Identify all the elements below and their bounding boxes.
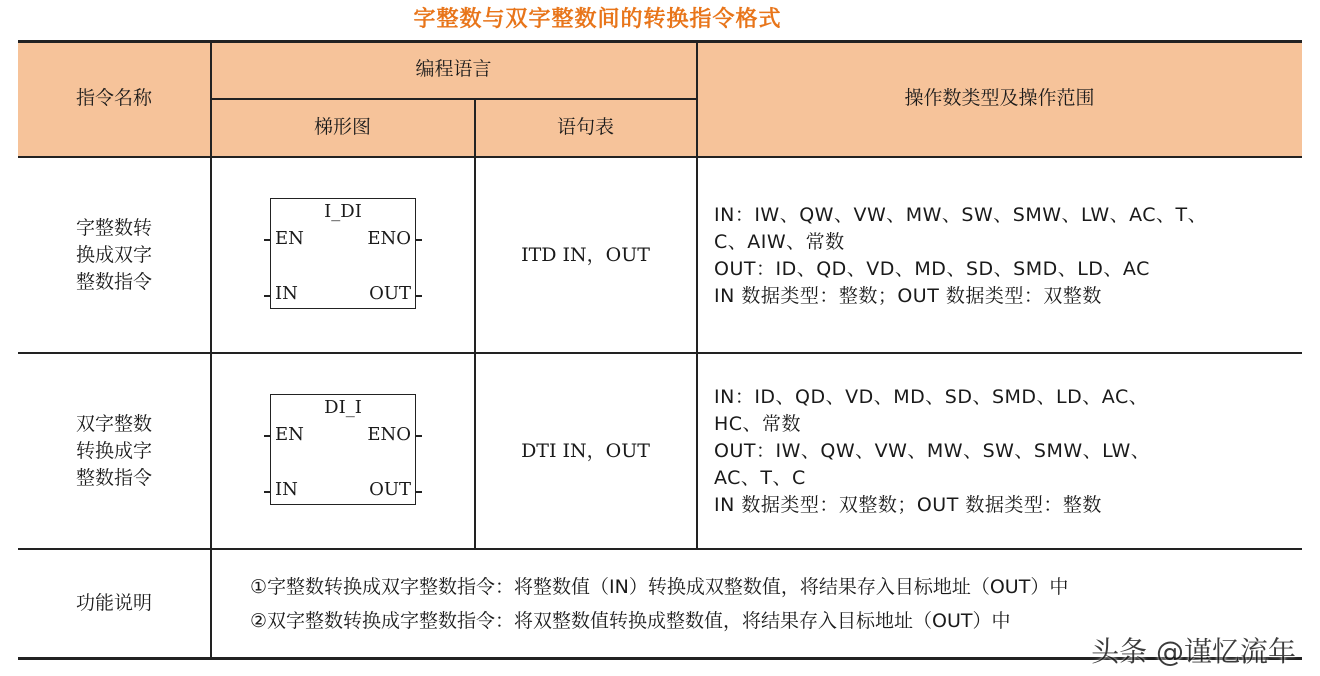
header-name: 指令名称 <box>75 87 152 109</box>
function-line-1: ①字整数转换成双字整数指令：将整数值（IN）转换成双整数值，将结果存入目标地址（OUT）中 <box>250 576 1069 598</box>
header-operands: 操作数类型及操作范围 <box>904 87 1095 109</box>
row1-stub-eno <box>416 239 422 241</box>
row1-pin-in: IN <box>275 283 298 304</box>
row1-pin-en: EN <box>275 228 304 249</box>
watermark: 头条 @谨忆流年 <box>1091 635 1296 668</box>
page-title: 字整数与双字整数间的转换指令格式 <box>413 7 782 32</box>
header-stl: 语句表 <box>556 116 614 138</box>
instruction-table <box>18 40 1302 660</box>
row2-stl: DTI IN，OUT <box>521 439 650 462</box>
row1-pin-out: OUT <box>369 283 411 304</box>
row1-stub-in <box>264 295 270 297</box>
header-ladder: 梯形图 <box>313 116 371 138</box>
row2-pin-en: EN <box>275 424 304 445</box>
row1-name: 字整数转 换成双字 整数指令 <box>75 216 152 293</box>
function-line-2: ②双字整数转换成字整数指令：将双整数值转换成整数值，将结果存入目标地址（OUT）中 <box>250 610 1011 632</box>
row2-block-name: DI_I <box>324 397 362 418</box>
row1-stl: ITD IN，OUT <box>521 243 650 266</box>
row1-block-name: I_DI <box>324 201 362 222</box>
row1-stub-en <box>264 239 270 241</box>
row1-ladder-block <box>270 198 416 309</box>
row2-operands: IN：ID、QD、VD、MD、SD、SMD、LD、AC、 HC、常数 OUT：IW、QW、VW、MW、SW、SMW、LW、 AC、T、C IN 数据类型：双整数；OUT 数据类型：整数 <box>714 386 1151 516</box>
row2-name: 双字整数 转换成字 整数指令 <box>75 412 152 489</box>
row2-stub-in <box>264 491 270 493</box>
row2-stub-out <box>416 491 422 493</box>
header-lang: 编程语言 <box>415 57 492 80</box>
row1-pin-eno: ENO <box>367 228 411 249</box>
function-label: 功能说明 <box>75 592 152 614</box>
row2-ladder-block <box>270 394 416 505</box>
row1-stub-out <box>416 295 422 297</box>
row1-operands: IN：IW、QW、VW、MW、SW、SMW、LW、AC、T、 C、AIW、常数 OUT：ID、QD、VD、MD、SD、SMD、LD、AC IN 数据类型：整数；OUT 数据类型：双整数 <box>714 204 1208 307</box>
row2-pin-eno: ENO <box>367 424 411 445</box>
row2-stub-eno <box>416 435 422 437</box>
row2-pin-in: IN <box>275 479 298 500</box>
row2-pin-out: OUT <box>369 479 411 500</box>
row2-stub-en <box>264 435 270 437</box>
